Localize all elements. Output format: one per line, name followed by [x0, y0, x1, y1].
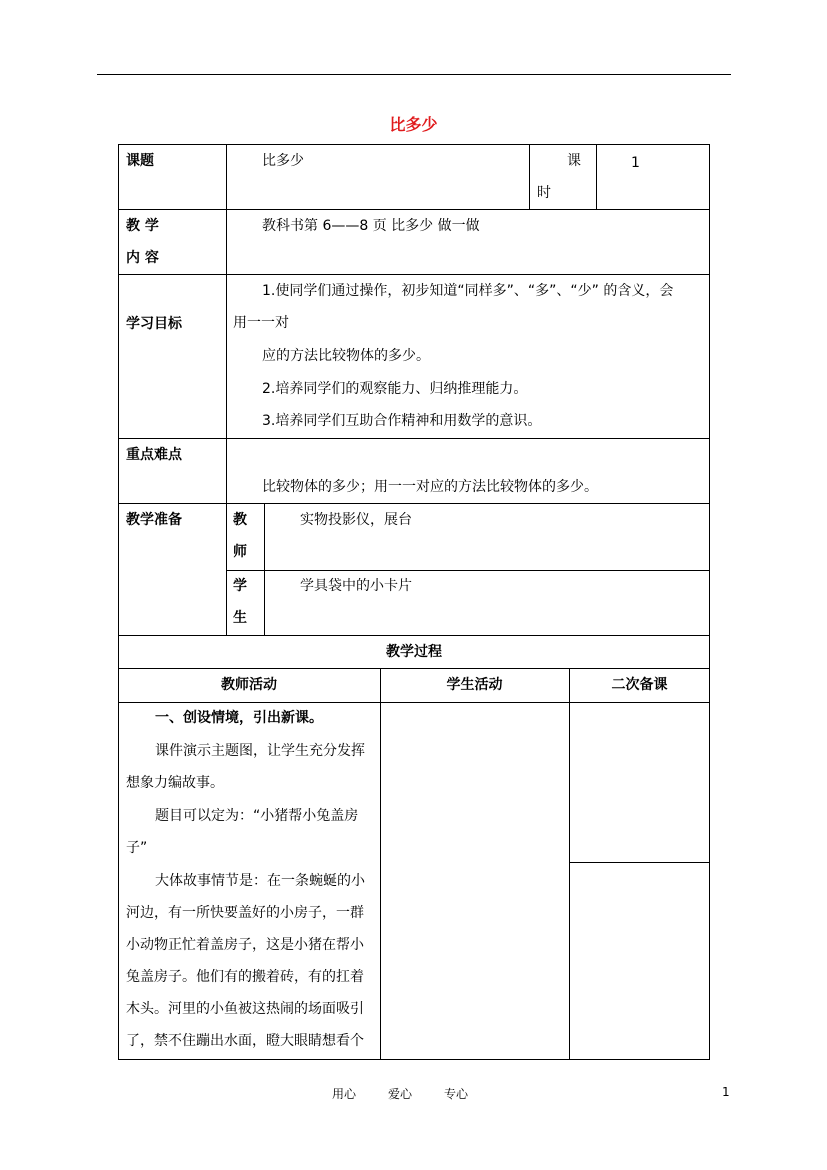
- preparation-label: 教学准备: [126, 512, 182, 528]
- footer-middle: 爱心: [388, 1087, 413, 1101]
- teacher-line: 想象力编故事。: [126, 775, 224, 791]
- goals-line-1: 1.使同学们通过操作，初步知道“同样多”、“多”、“少” 的含义，会: [262, 283, 674, 299]
- teacher-line: 了，禁不住蹦出水面，瞪大眼睛想看个: [126, 1033, 364, 1049]
- teacher-line: 兔盖房子。他们有的搬着砖，有的扛着: [126, 969, 364, 985]
- student-label-2: 生: [233, 610, 247, 626]
- page-number: 1: [722, 1085, 730, 1099]
- footer-left: 用心: [332, 1087, 357, 1101]
- page-title: 比多少: [389, 115, 438, 134]
- student-prep-value: 学具袋中的小卡片: [300, 578, 412, 594]
- content-label-2: 内 容: [126, 250, 159, 266]
- teacher-line: 河边，有一所快要盖好的小房子，一群: [126, 905, 364, 921]
- goals-line-2: 用一一对: [233, 315, 289, 331]
- hours-label-2: 时: [537, 185, 551, 201]
- footer-right: 专心: [444, 1087, 469, 1101]
- goals-label: 学习目标: [126, 316, 182, 332]
- teacher-label-2: 师: [233, 544, 247, 560]
- teacher-line: 课件演示主题图，让学生充分发挥: [155, 743, 365, 759]
- teacher-line: 题目可以定为：“小猪帮小兔盖房: [155, 808, 359, 824]
- key-points-value: 比较物体的多少；用一一对应的方法比较物体的多少。: [262, 479, 598, 495]
- process-heading: 教学过程: [386, 644, 442, 660]
- teacher-line: 木头。河里的小鱼被这热闹的场面吸引: [126, 1001, 364, 1017]
- student-label-1: 学: [233, 578, 247, 594]
- topic-value: 比多少: [262, 153, 304, 169]
- goals-line-4: 2.培养同学们的观察能力、归纳推理能力。: [262, 381, 528, 397]
- header-rule: [97, 74, 731, 75]
- col-teacher-activity: 教师活动: [221, 677, 277, 693]
- key-points-label: 重点难点: [126, 447, 182, 463]
- hours-value: 1: [631, 155, 640, 171]
- hours-label-1: 课: [567, 153, 581, 169]
- teacher-line: 大体故事情节是：在一条蜿蜒的小: [155, 873, 365, 889]
- teacher-section-heading: 一、创设情境，引出新课。: [155, 710, 323, 726]
- content-label-1: 教 学: [126, 218, 159, 234]
- goals-line-3: 应的方法比较物体的多少。: [262, 348, 430, 364]
- col-second-notes: 二次备课: [611, 677, 668, 693]
- teacher-prep-value: 实物投影仪，展台: [300, 512, 412, 528]
- goals-line-5: 3.培养同学们互助合作精神和用数学的意识。: [262, 413, 542, 429]
- teacher-line: 小动物正忙着盖房子，这是小猪在帮小: [126, 937, 364, 953]
- teacher-line: 子”: [126, 840, 148, 856]
- topic-label: 课题: [126, 153, 154, 169]
- content-value: 教科书第 6——8 页 比多少 做一做: [262, 218, 480, 234]
- col-student-activity: 学生活动: [446, 677, 503, 693]
- teacher-label-1: 教: [233, 512, 247, 528]
